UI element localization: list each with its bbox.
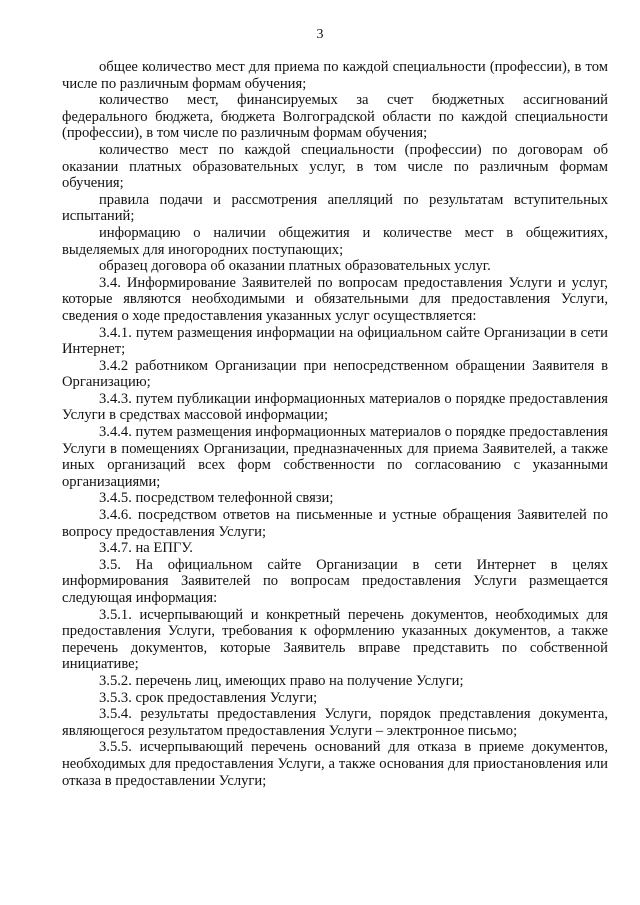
paragraph-3-4-2: 3.4.2 работником Организации при непосредственном обращении Заявителя в Организацию; (62, 357, 608, 391)
paragraph-3-4-5: 3.4.5. посредством телефонной связи; (99, 490, 334, 507)
paragraph-3-4-4: 3.4.4. путем размещения информационных материалов о порядке предоставления Услуги в помещениях Организации, предназначенных для приема Заявителей, а также иных организаций всех форм собственности по согласованию с указанными организациями; (62, 424, 608, 490)
page-number: 3 (316, 27, 324, 42)
paragraph-3-5: 3.5. На официальном сайте Организации в сети Интернет в целях информирования Заявителей по вопросам предоставления Услуги размещается следующая информация: (62, 556, 608, 606)
paragraph-3-4-3: 3.4.3. путем публикации информационных материалов о порядке предоставления Услуги в средствах массовой информации; (62, 390, 608, 424)
paragraph-appeal-rules: правила подачи и рассмотрения апелляций по результатам вступительных испытаний; (62, 191, 608, 225)
paragraph-3-5-3: 3.5.3. срок предоставления Услуги; (99, 689, 318, 706)
paragraph-3-5-1: 3.5.1. исчерпывающий и конкретный перечень документов, необходимых для предоставления Услуги, требования к оформлению указанных документов, а также перечень документов, которые Заявитель вправе представить по собственной инициативе; (62, 606, 608, 673)
paragraph-seats-total: общее количество мест для приема по каждой специальности (профессии), в том числе по различным формам обучения; (62, 59, 608, 92)
paragraph-3-5-4: 3.5.4. результаты предоставления Услуги, порядок представления документа, являющегося результатом предоставления Услуги – электронное письмо; (62, 706, 608, 739)
paragraph-3-4-1: 3.4.1. путем размещения информации на официальном сайте Организации в сети Интернет; (62, 324, 608, 358)
paragraph-dormitory-info: информацию о наличии общежития и количестве мест в общежитиях, выделяемых для иногородних поступающих; (62, 224, 608, 258)
paragraph-contract-sample: образец договора об оказании платных образовательных услуг. (99, 258, 491, 275)
paragraph-seats-paid: количество мест по каждой специальности (профессии) по договорам об оказании платных образовательных услуг, в том числе по различным формам обучения; (62, 141, 608, 192)
paragraph-3-5-2: 3.5.2. перечень лиц, имеющих право на получение Услуги; (99, 672, 464, 689)
paragraph-3-5-5: 3.5.5. исчерпывающий перечень оснований для отказа в приеме документов, необходимых для предоставления Услуги, а также основания для приостановления или отказа в предоставлении Услуги; (62, 739, 608, 789)
document-body (62, 59, 608, 789)
paragraph-3-4-6: 3.4.6. посредством ответов на письменные и устные обращения Заявителей по вопросу предоставления Услуги; (62, 507, 608, 540)
paragraph-seats-budget: количество мест, финансируемых за счет бюджетных ассигнований федерального бюджета, бюджета Волгоградской области по каждой специальности (профессии), в том числе по различным формам обучения; (62, 92, 608, 142)
paragraph-3-4-7: 3.4.7. на ЕПГУ. (99, 540, 193, 557)
paragraph-3-4: 3.4. Информирование Заявителей по вопросам предоставления Услуги и услуг, которые являются необходимыми и обязательными для предоставления Услуги, сведения о ходе предоставления указанных услуг осуществляется: (62, 274, 608, 324)
